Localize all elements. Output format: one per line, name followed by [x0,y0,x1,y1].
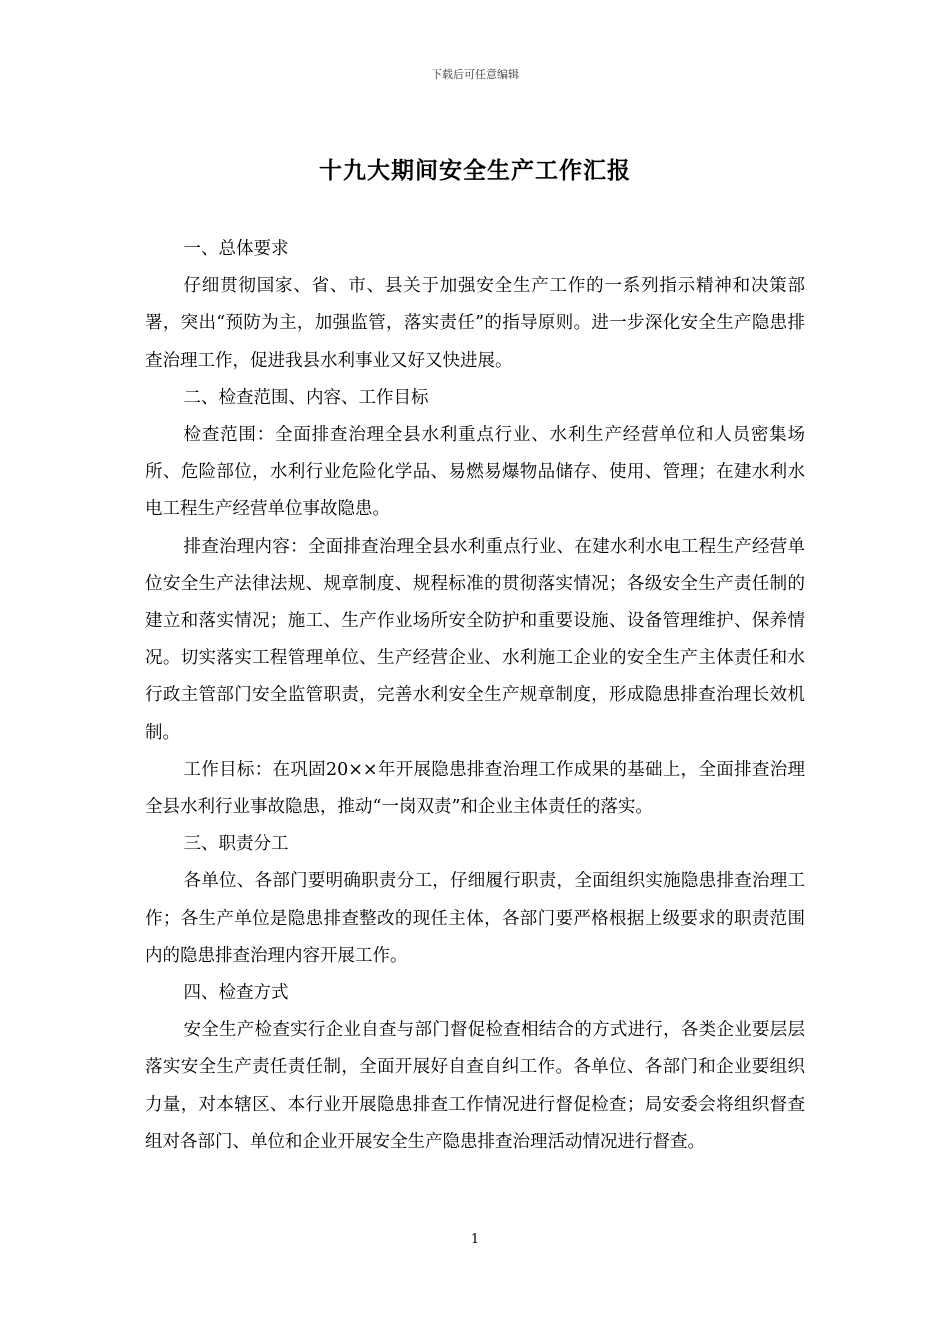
document-body [145,231,805,1161]
section-heading-inspection-method: 四、检查方式 [183,983,289,1004]
page-number: 1 [470,1232,480,1247]
paragraph-responsibilities: 各单位、各部门要明确职责分工，仔细履行职责，全面组织实施隐患排查治理工作；各生产单位是隐患排查整改的现任主体，各部门要严格根据上级要求的职责范围内的隐患排查治理内容开展工作。 [145,871,805,966]
page-header: 下载后可任意编辑 [431,68,519,81]
document-title: 十九大期间安全生产工作汇报 [319,157,631,184]
paragraph-inspection-method: 安全生产检查实行企业自查与部门督促检查相结合的方式进行，各类企业要层层落实安全生产责任责任制，全面开展好自查自纠工作。各单位、各部门和企业要组织力量，对本辖区、本行业开展隐患排查工作情况进行督促检查；局安委会将组织督查组对各部门、单位和企业开展安全生产隐患排查治理活动情况进行督查。 [145,1020,805,1152]
paragraph-inspection-scope: 检查范围：全面排查治理全县水利重点行业、水利生产经营单位和人员密集场所、危险部位，水利行业危险化学品、易燃易爆物品储存、使用、管理；在建水利水电工程生产经营单位事故隐患。 [145,425,805,520]
paragraph-general-requirements: 仔细贯彻国家、省、市、县关于加强安全生产工作的一系列指示精神和决策部署，突出“预防为主，加强监管，落实责任”的指导原则。进一步深化安全生产隐患排查治理工作，促进我县水利事业又好又快进展。 [145,276,805,371]
paragraph-work-goals: 工作目标：在巩固20××年开展隐患排查治理工作成果的基础上，全面排查治理全县水利行业事故隐患，推动“一岗双责”和企业主体责任的落实。 [145,759,805,818]
section-heading-scope-content-goals: 二、检查范围、内容、工作目标 [183,387,429,408]
section-heading-responsibilities: 三、职责分工 [183,834,289,855]
paragraph-inspection-content: 排查治理内容：全面排查治理全县水利重点行业、在建水利水电工程生产经营单位安全生产法律法规、规章制度、规程标准的贯彻落实情况；各级安全生产责任制的建立和落实情况；施工、生产作业场所安全防护和重要设施、设备管理维护、保养情况。切实落实工程管理单位、生产经营企业、水利施工企业的安全生产主体责任和水行政主管部门安全监管职责，完善水利安全生产规章制度，形成隐患排查治理长效机制。 [145,536,805,743]
section-heading-general-requirements: 一、总体要求 [183,239,289,259]
